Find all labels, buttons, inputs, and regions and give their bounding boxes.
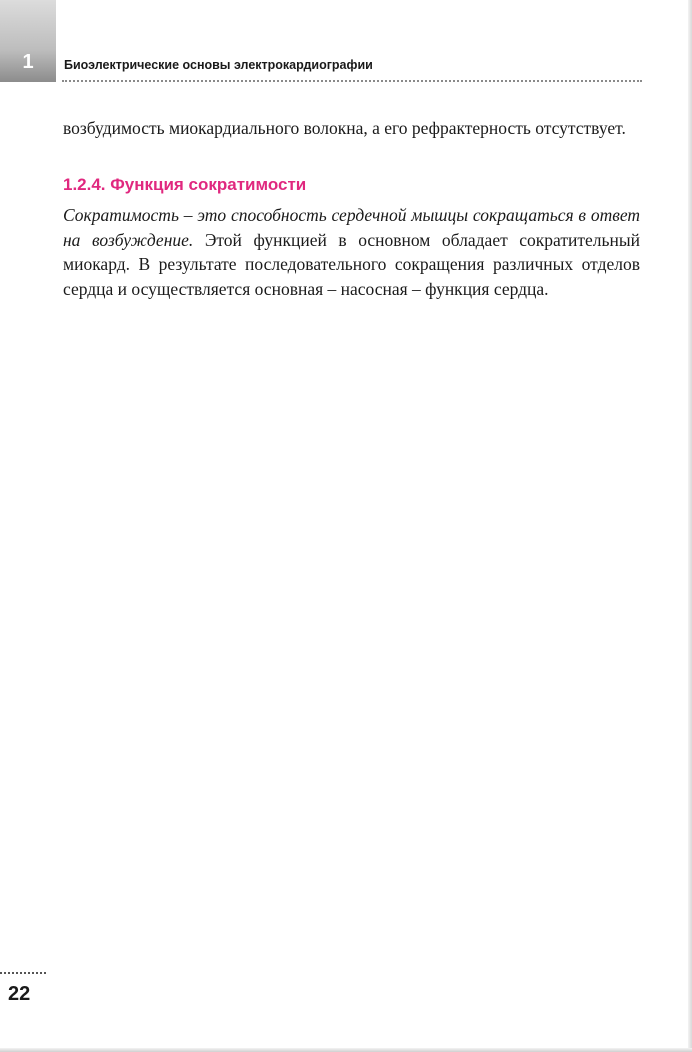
page-bottom-edge: [0, 1048, 692, 1052]
paragraph-continuation: возбудимость миокардиального волокна, а его рефрактерность отсутствует.: [63, 118, 626, 138]
section-heading: 1.2.4. Функция сократимости: [63, 175, 307, 194]
folio-divider: [0, 972, 46, 974]
paragraph-contractility: [63, 203, 640, 301]
definition-text: Сократимость – это способность сердечной мышцы сокращаться в ответ на возбуждение.: [63, 205, 640, 250]
page-edge-shadow: [688, 0, 692, 1052]
paragraph-body-text: Этой функцией в основном обладает сократительный миокард. В результате последовательного сокращения различных отделов сердца и осуществляется основная – насосная – функция сердца.: [63, 229, 640, 299]
chapter-number: 1: [22, 51, 34, 73]
page-number: 22: [8, 983, 31, 1005]
running-header-title: Биоэлектрические основы электрокардиографии: [64, 58, 373, 72]
header-divider: [62, 80, 642, 82]
